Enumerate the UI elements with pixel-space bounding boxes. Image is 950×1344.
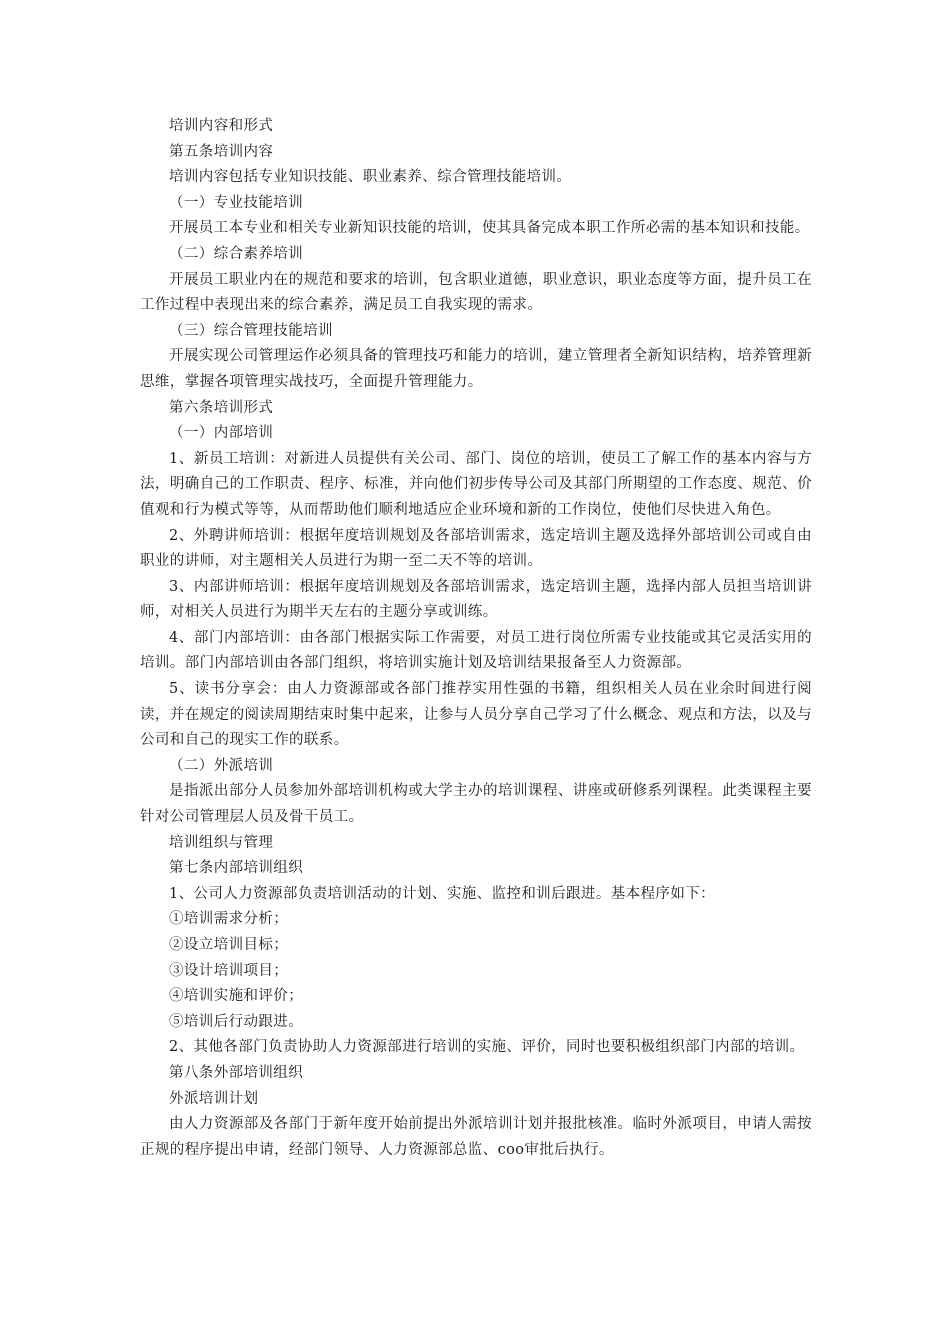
list-item: ④培训实施和评价； <box>169 988 304 1005</box>
paragraph: 3、内部讲师培训：根据年度培训规划及各部培训需求，选定培训主题，选择内部人员担当培训讲师，对相关人员进行为期半天左右的主题分享或训练。 <box>140 578 812 621</box>
paragraph: 1、公司人力资源部负责培训活动的计划、实施、监控和训后跟进。基本程序如下： <box>169 885 716 902</box>
paragraph: 2、其他各部门负责协助人力资源部进行培训的实施、评价，同时也要积极组织部门内部的培训。 <box>169 1039 805 1056</box>
subheading: （三）综合管理技能培训 <box>169 322 333 339</box>
subheading: （二）综合素养培训 <box>169 245 304 262</box>
article-heading: 第八条外部培训组织 <box>169 1064 304 1081</box>
subheading: 外派培训计划 <box>169 1090 259 1107</box>
paragraph: 1、新员工培训：对新进人员提供有关公司、部门、岗位的培训，使员工了解工作的基本内容与方法，明确自己的工作职责、程序、标准，并向他们初步传导公司及其部门所期望的工作态度、规范、价值观和行为模式等等，从而帮助他们顺利地适应企业环境和新的工作岗位，使他们尽快进入角色。 <box>140 450 812 518</box>
paragraph: 2、外聘讲师培训：根据年度培训规划及各部培训需求，选定培训主题及选择外部培训公司或自由职业的讲师，对主题相关人员进行为期一至二天不等的培训。 <box>140 527 812 570</box>
subheading: （一）内部培训 <box>169 425 274 442</box>
paragraph: 开展员工本专业和相关专业新知识技能的培训，使其具备完成本职工作所必需的基本知识和技能。 <box>169 220 810 237</box>
section-heading: 培训内容和形式 <box>169 118 274 134</box>
article-heading: 第五条培训内容 <box>169 143 274 160</box>
list-item: ①培训需求分析； <box>169 911 289 928</box>
article-heading: 第六条培训形式 <box>169 399 274 416</box>
paragraph: 培训内容包括专业知识技能、职业素养、综合管理技能培训。 <box>169 169 572 186</box>
list-item: ②设立培训目标； <box>169 937 289 953</box>
paragraph: 4、部门内部培训：由各部门根据实际工作需要，对员工进行岗位所需专业技能或其它灵活实用的培训。部门内部培训由各部门组织，将培训实施计划及培训结果报备至人力资源部。 <box>140 629 812 672</box>
article-heading: 第七条内部培训组织 <box>169 860 304 877</box>
paragraph: 是指派出部分人员参加外部培训机构或大学主办的培训课程、讲座或研修系列课程。此类课程主要针对公司管理层人员及骨干员工。 <box>140 783 812 826</box>
document-body <box>140 114 812 1163</box>
paragraph: 由人力资源部及各部门于新年度开始前提出外派培训计划并报批核准。临时外派项目，申请人需按正规的程序提出申请，经部门领导、人力资源部总监、coo审批后执行。 <box>140 1116 812 1158</box>
list-item: ③设计培训项目； <box>169 962 289 979</box>
list-item: ⑤培训后行动跟进。 <box>169 1013 304 1030</box>
subheading: （一）专业技能培训 <box>169 194 304 211</box>
paragraph: 5、读书分享会：由人力资源部或各部门推荐实用性强的书籍，组织相关人员在业余时间进行阅读，并在规定的阅读周期结束时集中起来，让参与人员分享自己学习了什么概念、观点和方法，以及与公司和自己的现实工作的联系。 <box>140 681 812 749</box>
paragraph: 开展员工职业内在的规范和要求的培训，包含职业道德，职业意识，职业态度等方面，提升员工在工作过程中表现出来的综合素养，满足员工自我实现的需求。 <box>140 271 812 314</box>
section-heading: 培训组织与管理 <box>169 834 274 851</box>
subheading: （二）外派培训 <box>169 757 274 774</box>
paragraph: 开展实现公司管理运作必须具备的管理技巧和能力的培训，建立管理者全新知识结构，培养管理新思维，掌握各项管理实战技巧，全面提升管理能力。 <box>140 348 812 390</box>
